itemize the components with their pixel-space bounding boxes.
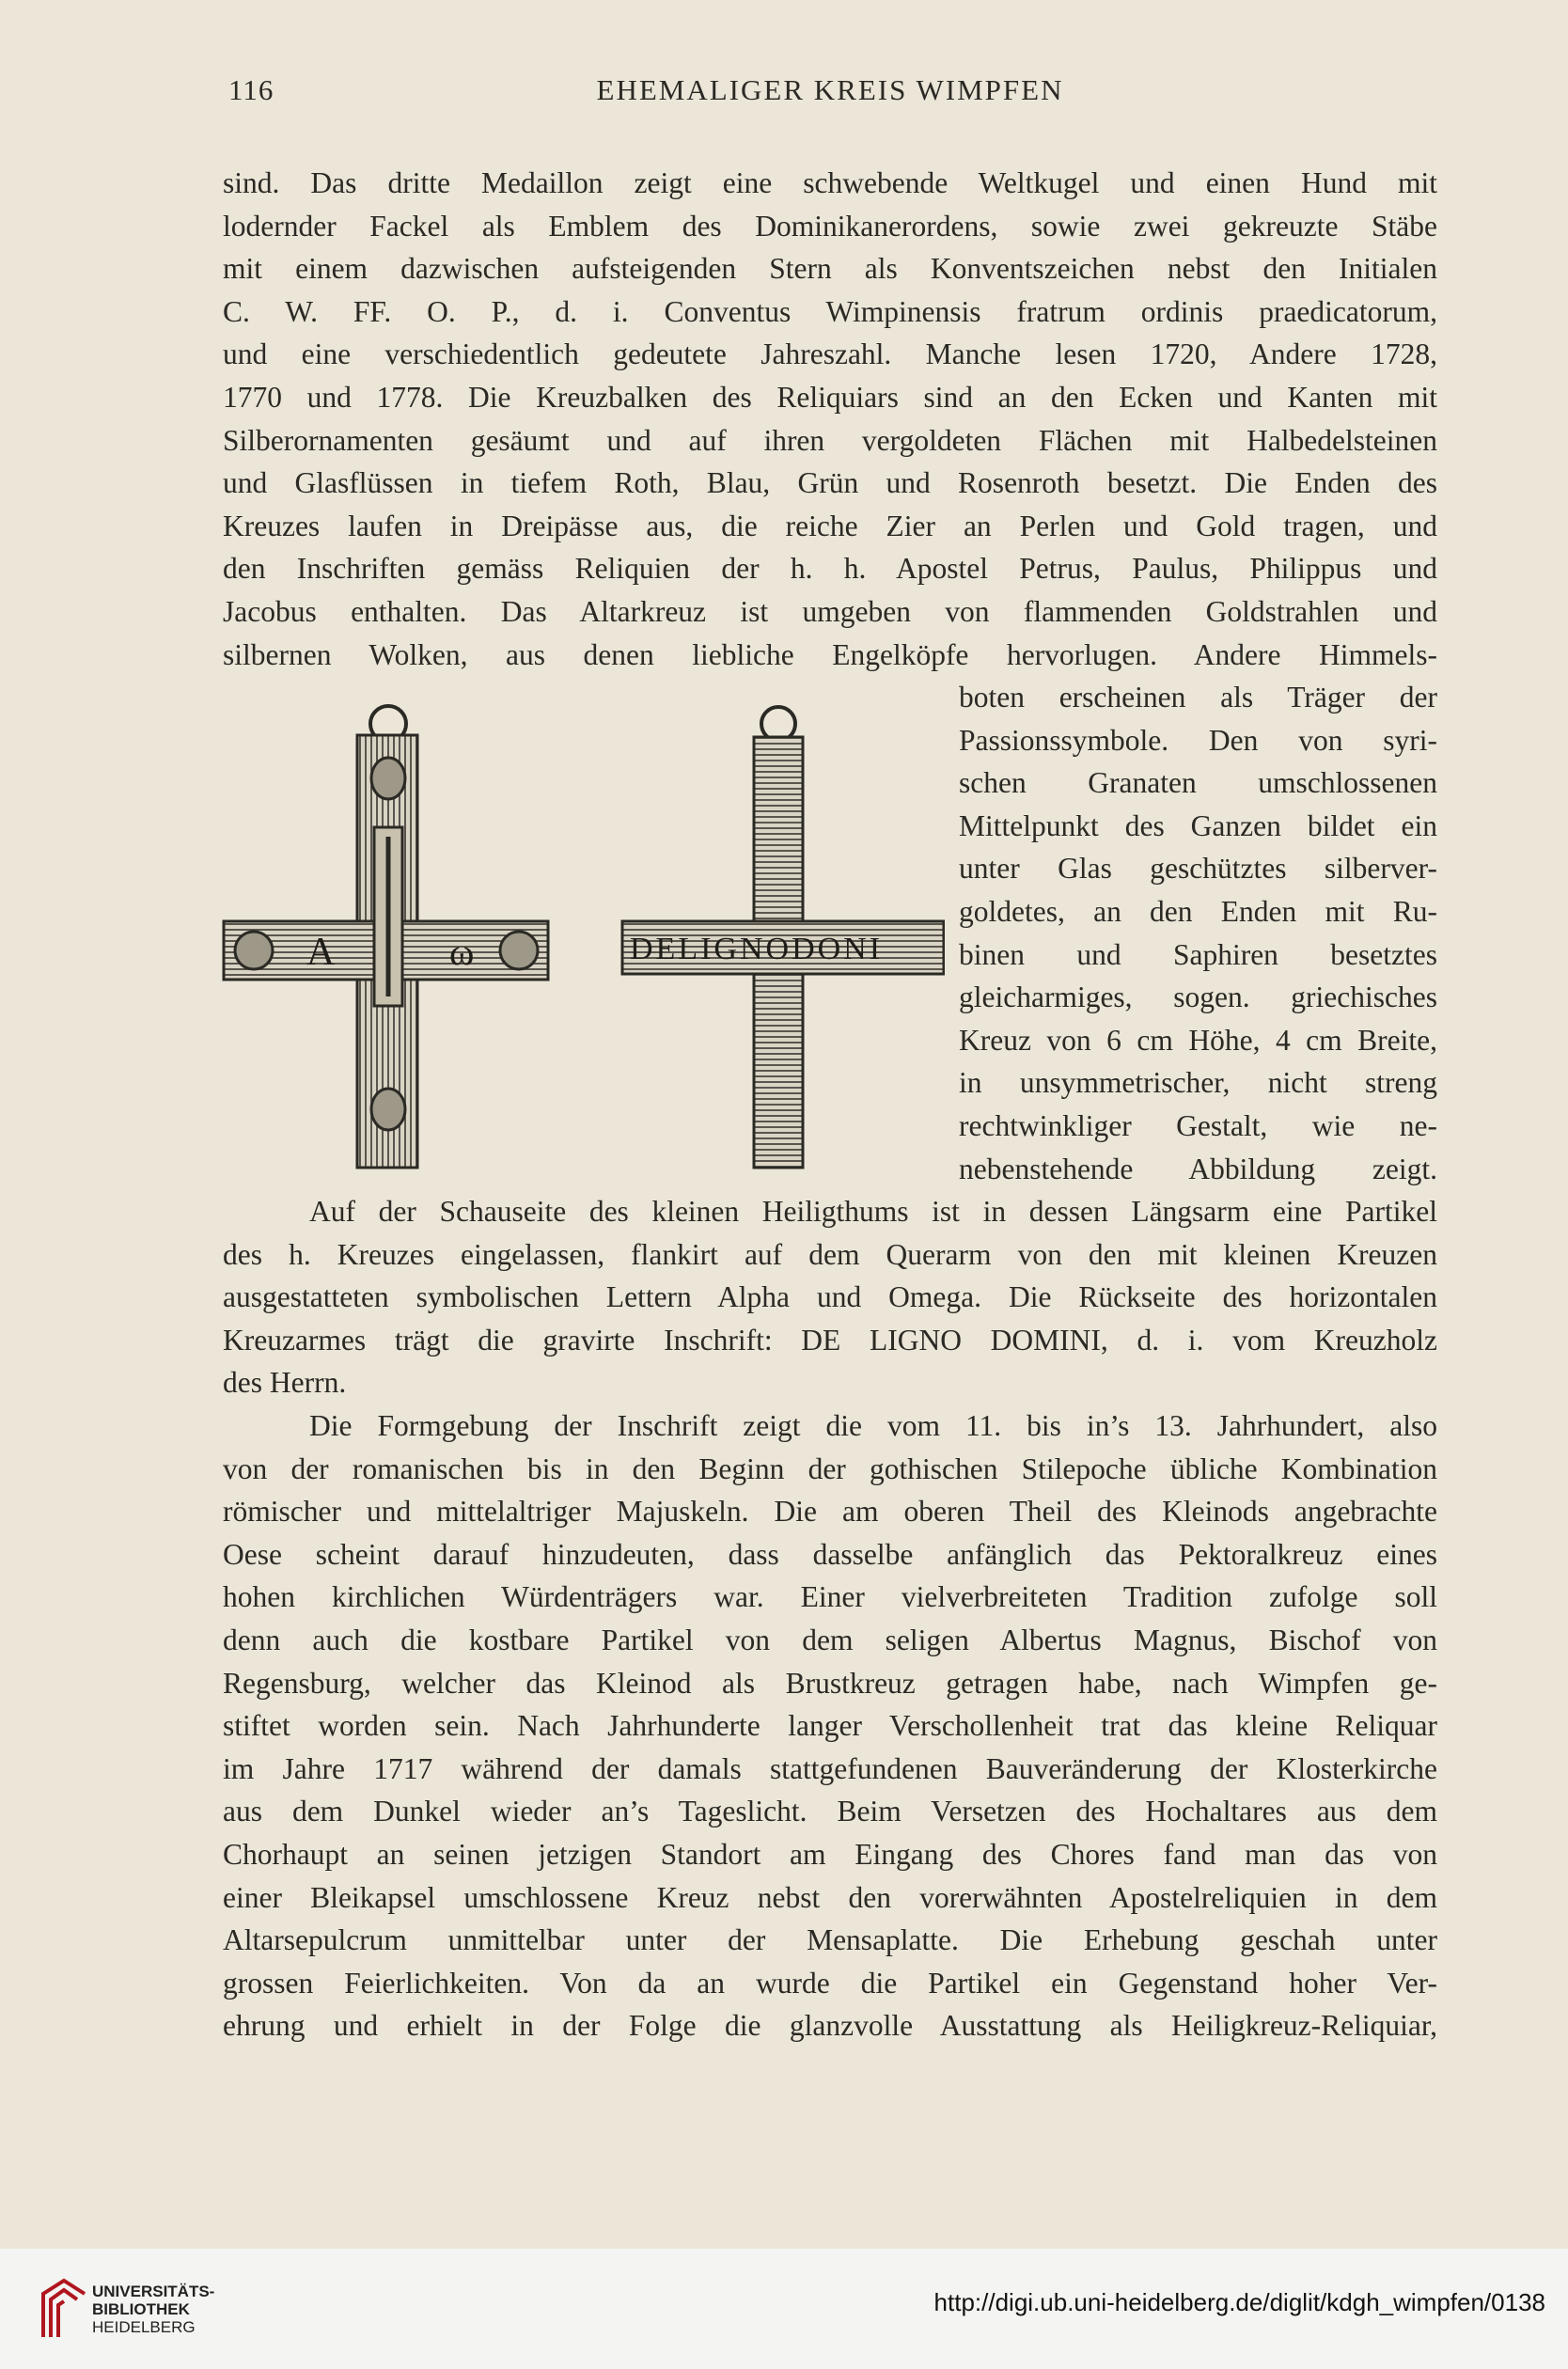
text-line: lodernder Fackel als Emblem des Dominikanerordens, sowie zwei gekreuzte Stäbe <box>223 209 1437 243</box>
text-line: Die Formgebung der Inschrift zeigt die vom 11. bis in’s 13. Jahrhundert, also <box>309 1408 1437 1442</box>
text-line: binen und Saphiren besetztes <box>959 937 1437 971</box>
library-line-2: BIBLIOTHEK <box>92 2300 190 2318</box>
text-line: Jacobus enthalten. Das Altarkreuz ist umgeben von flammenden Goldstrahlen und <box>223 594 1437 628</box>
text-line: Silberornamenten gesäumt und auf ihren vergoldeten Flächen mit Halbedelsteinen <box>223 423 1437 457</box>
text-line: goldetes, an den Enden mit Ru- <box>959 894 1437 928</box>
text-line: römischer und mittelaltriger Majuskeln. Die am oberen Theil des Kleinods angebrachte <box>223 1495 1437 1529</box>
library-line-1: UNIVERSITÄTS- <box>92 2283 215 2300</box>
text-line: in unsymmetrischer, nicht streng <box>959 1066 1437 1100</box>
cross-illustration <box>216 696 945 1184</box>
back-inscription: DELIGNODONI <box>630 932 884 966</box>
text-line: Kreuzes laufen in Dreipässe aus, die reiche Zier an Perlen und Gold tragen, und <box>223 509 1437 542</box>
wrapped-text-beside-figure <box>959 676 1437 1190</box>
text-line: Kreuzarmes trägt die gravirte Inschrift: DE LIGNO DOMINI, d. i. vom Kreuzholz <box>223 1323 1437 1357</box>
text-line: den Inschriften gemäss Reliquien der h. h. Apostel Petrus, Paulus, Philippus und <box>223 552 1437 586</box>
library-line-3: HEIDELBERG <box>92 2318 196 2336</box>
text-line: hohen kirchlichen Würdenträgers war. Einer vielverbreiteten Tradition zufolge soll <box>223 1580 1437 1614</box>
top-paragraph <box>223 162 1437 676</box>
text-line: unter Glas geschütztes silberver- <box>959 852 1437 886</box>
text-line: Chorhaupt an seinen jetzigen Standort am Eingang des Chores fand man das von <box>223 1837 1437 1871</box>
text-line: Passionssymbole. Den von syri- <box>959 723 1437 757</box>
text-line: Regensburg, welcher das Kleinod als Brustkreuz getragen habe, nach Wimpfen ge- <box>223 1666 1437 1700</box>
text-line: einer Bleikapsel umschlossene Kreuz nebst den vorerwähnten Apostelreliquien in dem <box>223 1880 1437 1914</box>
text-line: von der romanischen bis in den Beginn der gothischen Stilepoche übliche Kombination <box>223 1451 1437 1485</box>
text-line: Oese scheint darauf hinzudeuten, dass dasselbe anfänglich das Pektoralkreuz eines <box>223 1537 1437 1571</box>
text-line: nebenstehende Abbildung zeigt. <box>959 1152 1437 1185</box>
text-line: sind. Das dritte Medaillon zeigt eine schwebende Weltkugel und einen Hund mit <box>223 166 1437 199</box>
running-title: EHEMALIGER KREIS WIMPFEN <box>596 73 1064 106</box>
permalink-url[interactable]: http://digi.ub.uni-heidelberg.de/diglit/kdgh_wimpfen/0138 <box>933 2288 1545 2316</box>
viewer-footer <box>0 2249 1568 2369</box>
text-line: Altarsepulcrum unmittelbar unter der Mensaplatte. Die Erhebung geschah unter <box>223 1923 1437 1957</box>
text-line: grossen Feierlichkeiten. Von da an wurde die Partikel ein Gegenstand hoher Ver- <box>223 1966 1437 2000</box>
text-line: und eine verschiedentlich gedeutete Jahreszahl. Manche lesen 1720, Andere 1728, <box>223 337 1437 371</box>
text-line: gleicharmiges, sogen. griechisches <box>959 981 1437 1014</box>
text-line: aus dem Dunkel wieder an’s Tageslicht. Beim Versetzen des Hochaltares aus dem <box>223 1795 1437 1828</box>
text-line: ehrung und erhielt in der Folge die glanzvolle Ausstattung als Heiligkreuz-Reliquiar, <box>223 2009 1437 2043</box>
text-line: silbernen Wolken, aus denen liebliche Engelköpfe hervorlugen. Andere Himmels- <box>223 637 1437 671</box>
omega-letter: ω <box>449 931 475 973</box>
page-header <box>223 73 1437 111</box>
text-line: Kreuz von 6 cm Höhe, 4 cm Breite, <box>959 1023 1437 1057</box>
library-name <box>92 2283 214 2336</box>
cross-engraving <box>216 696 945 1184</box>
text-line: des Herrn. <box>223 1366 347 1400</box>
text-line: rechtwinkliger Gestalt, wie ne- <box>959 1108 1437 1142</box>
library-logo-icon <box>36 2277 90 2341</box>
bottom-paragraphs <box>223 1190 1437 2047</box>
text-line: 1770 und 1778. Die Kreuzbalken des Reliquiars sind an den Ecken und Kanten mit <box>223 380 1437 414</box>
text-line: des h. Kreuzes eingelassen, flankirt auf dem Querarm von den mit kleinen Kreuzen <box>223 1237 1437 1271</box>
text-line: im Jahre 1717 während der damals stattgefundenen Bauveränderung der Klosterkirche <box>223 1751 1437 1785</box>
text-line: schen Granaten umschlossenen <box>959 766 1437 800</box>
text-line: Auf der Schauseite des kleinen Heiligthums ist in dessen Längsarm eine Partikel <box>309 1195 1437 1228</box>
cross-front <box>224 706 548 1168</box>
text-line: ausgestatteten symbolischen Lettern Alpha und Omega. Die Rückseite des horizontalen <box>223 1280 1437 1314</box>
cross-back <box>622 707 944 1168</box>
text-line: mit einem dazwischen aufsteigenden Stern als Konventszeichen nebst den Initialen <box>223 252 1437 286</box>
page-number: 116 <box>228 73 274 106</box>
text-line: C. W. FF. O. P., d. i. Conventus Wimpinensis fratrum ordinis praedicatorum, <box>223 294 1437 328</box>
text-line: denn auch die kostbare Partikel von dem seligen Albertus Magnus, Bischof von <box>223 1623 1437 1656</box>
text-line: stiftet worden sein. Nach Jahrhunderte langer Verschollenheit trat das kleine Reliquar <box>223 1709 1437 1743</box>
alpha-letter: A <box>306 931 336 974</box>
text-line: Mittelpunkt des Ganzen bildet ein <box>959 808 1437 842</box>
text-line: boten erscheinen als Träger der <box>959 681 1437 714</box>
text-line: und Glasflüssen in tiefem Roth, Blau, Grün und Rosenroth besetzt. Die Enden des <box>223 466 1437 500</box>
